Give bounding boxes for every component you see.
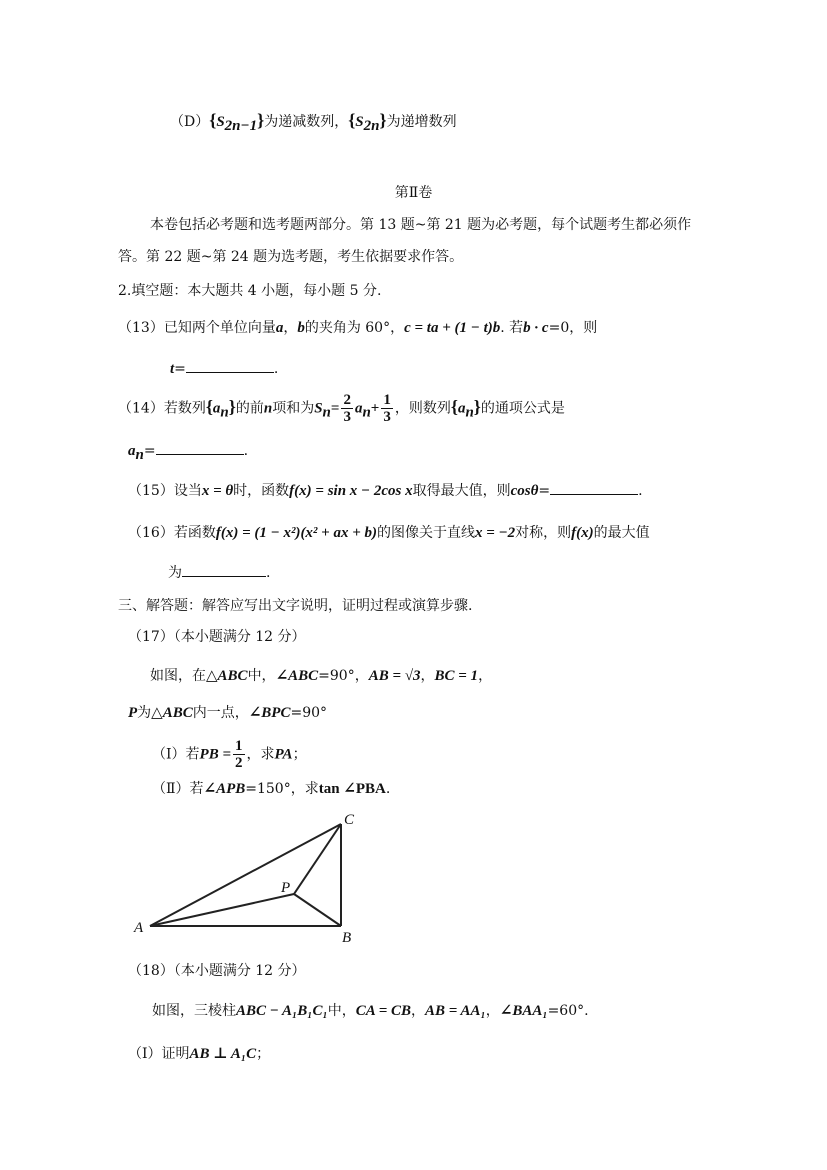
question-16-answer: 为 .: [168, 562, 270, 583]
question-15: （15）设当x = θ时，函数f(x) = sin x − 2cos x取得最大值，则cosθ= .: [128, 480, 643, 501]
question-13: （13）已知两个单位向量a，b的夹角为 60°，c = ta + (1 − t)b. 若b · c=0，则: [118, 320, 598, 336]
segment-pc: [294, 824, 341, 894]
answer-blank[interactable]: [182, 562, 266, 577]
vertex-label-a: A: [134, 920, 144, 936]
answer-blank[interactable]: [156, 440, 244, 455]
fraction-two-thirds: $\frac{2}{3}$: [343, 392, 351, 425]
question-14-answer: $a_n=$ .: [128, 440, 248, 465]
answer-blank[interactable]: [186, 358, 274, 373]
option-d: $(D)\{S_{2n-1}\}$为递减数列，$\{S_{2n}\}$为递增数列: [170, 110, 457, 134]
question-17-line-2: P为△ABC内一点，∠BPC=90°: [128, 705, 328, 721]
question-13-answer: t= .: [170, 358, 278, 379]
answer-blank[interactable]: [550, 480, 638, 495]
question-16: （16）若函数f(x) = (1 − x²)(x² + ax + b)的图像关于直线x = −2对称，则f(x)的最大值: [128, 525, 650, 541]
triangle-figure: [130, 808, 370, 948]
segment-pb: [294, 894, 341, 926]
vertex-label-p: P: [281, 880, 291, 896]
question-17-part-2: （Ⅱ）若∠APB=150°，求tan ∠PBA.: [152, 781, 391, 797]
question-18-part-1: （Ⅰ）证明AB ⊥ A₁C；: [128, 1046, 271, 1062]
question-14: （14）若数列$\{a_n\}$的前n项和为$S_n=$ $\frac{2}{3}$ $a_n+$ $\frac{1}{3}$ ，则数列$\{a_n\}$的通项公式是: [118, 392, 565, 425]
fraction-one-half: $\frac{1}{2}$: [235, 738, 243, 771]
question-18-header: （18）（本小题满分 12 分）: [128, 963, 306, 979]
intro-line-2: 答。第 22 题~第 24 题为选考题，考生依据要求作答。: [118, 249, 464, 265]
intro-line-1: 本卷包括必考题和选考题两部分。第 13 题~第 21 题为必考题，每个试题考生都必须作: [150, 217, 692, 233]
fraction-one-third: $\frac{1}{3}$: [383, 392, 391, 425]
question-17-header: （17）（本小题满分 12 分）: [128, 629, 306, 645]
question-17-line-1: 如图，在△ABC中，∠ABC=90°，AB = √3，BC = 1，: [150, 668, 493, 684]
part2-title: 第Ⅱ卷: [394, 185, 433, 201]
question-18-line-1: 如图，三棱柱ABC − A₁B₁C₁中，CA = CB，AB = AA₁，∠BAA₁=60°.: [152, 1003, 589, 1019]
question-17-part-1: （Ⅰ）若PB = $\frac{1}{2}$ ，求PA；: [152, 738, 307, 771]
solve-section-header: 三、解答题：解答应写出文字说明，证明过程或演算步骤.: [118, 598, 473, 614]
fill-section-header: 2.填空题：本大题共 4 小题，每小题 5 分.: [118, 283, 382, 299]
option-label: （D）: [170, 114, 210, 130]
vertex-label-c: C: [344, 812, 355, 828]
segment-ac: [150, 824, 341, 926]
segment-ap: [150, 894, 294, 926]
vertex-label-b: B: [342, 930, 352, 946]
